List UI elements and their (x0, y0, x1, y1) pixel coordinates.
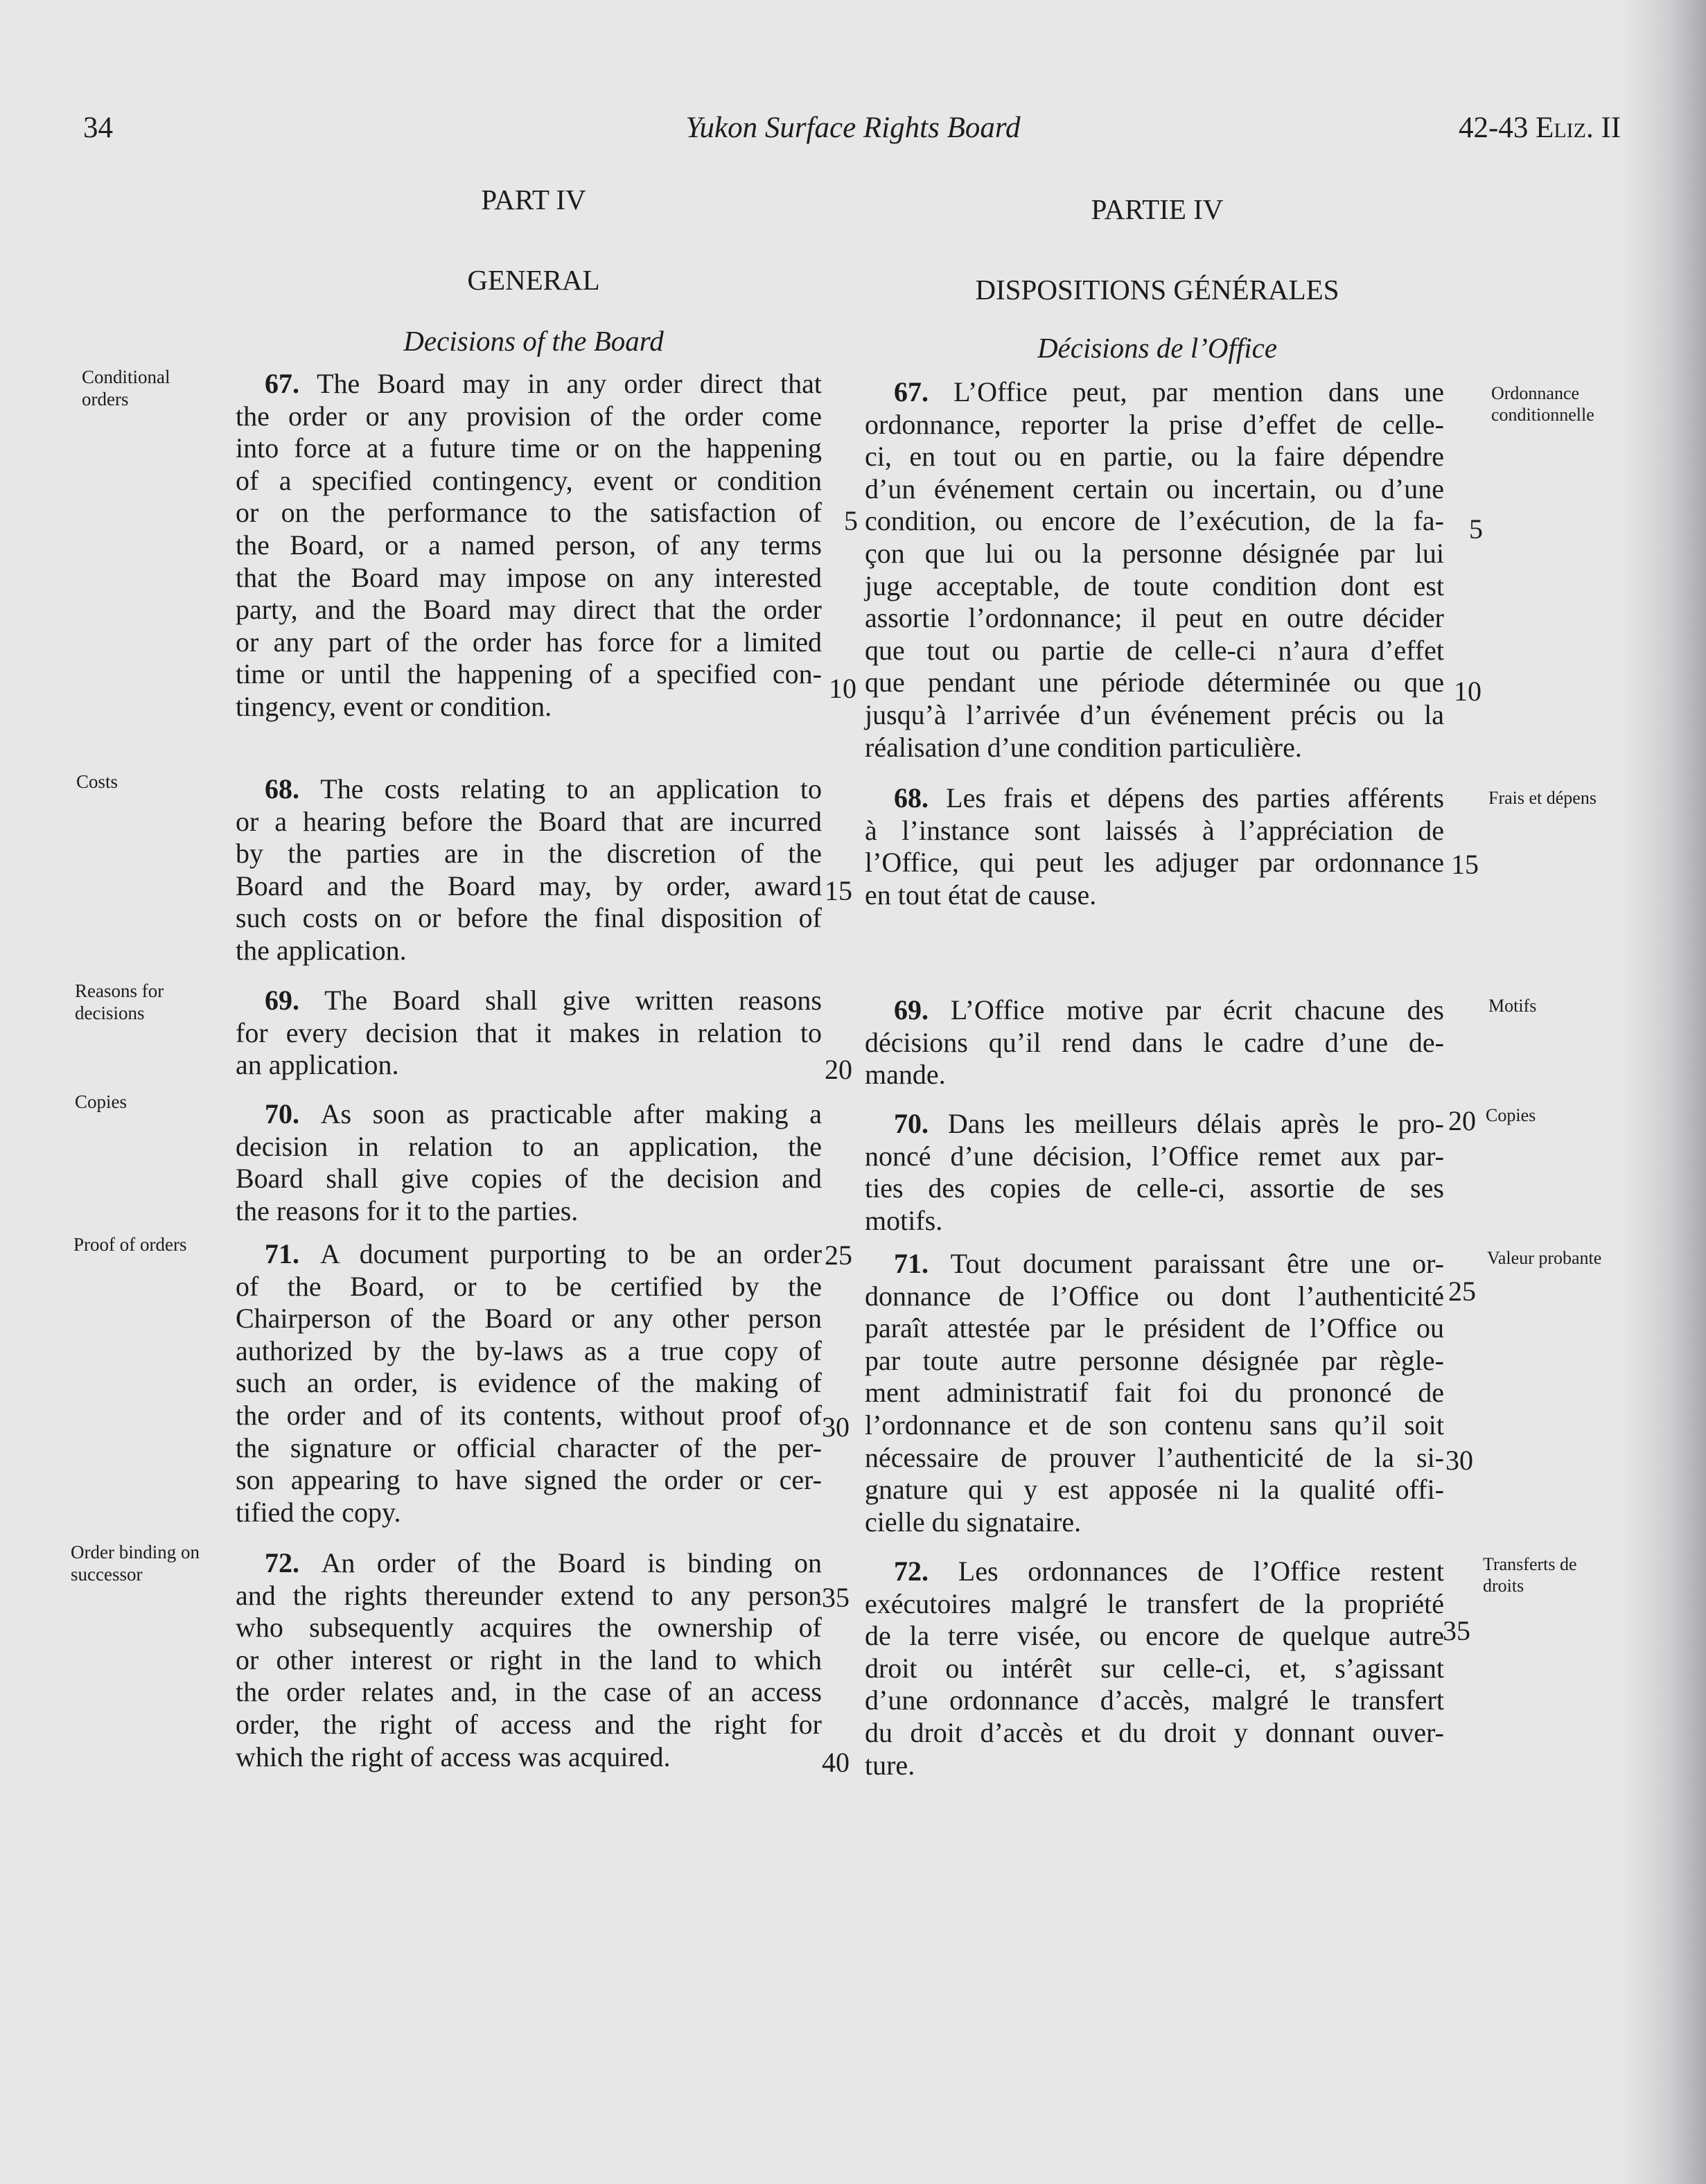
fr-section-number: 68. (894, 782, 947, 813)
en-section-67-line: or any part of the order has force for a limited (236, 626, 822, 658)
en-marginal-note: Order binding on successor (71, 1542, 200, 1585)
fr-marginal-note: Motifs (1488, 996, 1537, 1016)
right-line-number: 30 (1445, 1445, 1473, 1476)
center-line-number: 5 (844, 505, 858, 536)
fr-section-67-line: que tout ou partie de celle-ci n’aura d’effet (865, 634, 1444, 666)
fr-section-68-line: à l’instance sont laissés à l’appréciation de (865, 814, 1444, 846)
fr-section-72-line: exécutoires malgré le transfert de la propriété (865, 1587, 1444, 1619)
en-section-number: 69. (265, 985, 325, 1016)
en-section-67-line: tingency, event or condition. (236, 691, 552, 722)
fr-section-67-line: assortie l’ordonnance; il peut en outre décider (865, 602, 1444, 634)
en-section-67-line: the Board, or a named person, of any terms (236, 529, 822, 561)
en-marginal-note: Proof of orders (73, 1234, 187, 1255)
en-section-71-line: the signature or official character of the per- (236, 1432, 822, 1463)
fr-section-number: 67. (894, 376, 954, 407)
fr-section-number: 71. (894, 1248, 951, 1279)
right-line-number: 10 (1454, 676, 1481, 707)
en-section-68-line: such costs on or before the final disposition of (236, 902, 822, 934)
fr-section-72-line: droit ou intérêt sur celle-ci, et, s’agissant (865, 1652, 1444, 1684)
fr-section-67-line: réalisation d’une condition particulière. (865, 731, 1302, 763)
en-section-67-line: 67. The Board may in any order direct that (265, 368, 823, 399)
fr-section-67-line: d’un événement certain ou incertain, ou d’une (865, 473, 1444, 504)
en-subheading: Decisions of the Board (403, 325, 664, 357)
fr-section-67-line: juge acceptable, de toute condition dont est (865, 570, 1444, 601)
en-section-number: 71. (265, 1238, 320, 1269)
en-marginal-note: Conditional orders (82, 367, 170, 410)
center-line-number: 35 (822, 1582, 850, 1613)
fr-section-70-line: noncé d’une décision, l’Office remet aux par- (865, 1140, 1444, 1172)
en-section-67-line: of a specified contingency, event or condition (236, 464, 822, 496)
fr-section-72-line: 72. Les ordonnances de l’Office restent (894, 1556, 1445, 1587)
fr-section-72-line: du droit d’accès et du droit y donnant ouver- (865, 1717, 1444, 1748)
en-section-71-line: of the Board, or to be certified by the (236, 1270, 822, 1302)
en-section-70-line: Board shall give copies of the decision and (236, 1163, 822, 1195)
en-section-72-line: who subsequently acquires the ownership of (236, 1612, 822, 1644)
fr-marginal-note: Valeur probante (1487, 1248, 1602, 1268)
fr-section-67-line: 67. L’Office peut, par mention dans une (894, 376, 1444, 407)
fr-section-71-line: l’ordonnance et de son contenu sans qu’il soit (865, 1409, 1444, 1441)
fr-section-71-line: paraît attestée par le président de l’Office ou (865, 1312, 1444, 1344)
en-section-68-line: Board and the Board may, by order, award (236, 870, 822, 901)
en-marginal-note: Costs (76, 771, 118, 792)
en-marginal-note: Reasons for decisions (75, 980, 164, 1023)
fr-marginal-note: Frais et dépens (1488, 788, 1597, 808)
fr-section-number: 70. (894, 1108, 948, 1139)
fr-section-67-line: ci, en tout ou en partie, ou la faire dépendre (865, 441, 1444, 473)
right-line-number: 15 (1451, 849, 1479, 880)
en-section-68-line: or a hearing before the Board that are incurred (236, 805, 822, 837)
fr-section-71-line: ment administratif fait foi du prononcé de (865, 1377, 1444, 1409)
right-line-number: 35 (1443, 1615, 1470, 1646)
fr-marginal-note: Copies (1486, 1105, 1536, 1125)
center-line-number: 15 (825, 875, 852, 906)
page-number: 34 (83, 112, 113, 144)
en-section-69-line: 69. The Board shall give written reasons (265, 985, 822, 1016)
center-line-number: 20 (825, 1054, 852, 1085)
fr-section-68-line: en tout état de cause. (865, 879, 1097, 910)
en-section-72-line: or other interest or right in the land to which (236, 1644, 822, 1675)
en-section-68-line: by the parties are in the discretion of the (236, 838, 822, 870)
fr-section-71-line: donnance de l’Office ou dont l’authenticité (865, 1280, 1444, 1312)
center-line-number: 10 (829, 673, 856, 704)
fr-section-68-line: 68. Les frais et dépens des parties afférents (894, 782, 1445, 813)
en-section-67-line: party, and the Board may direct that the order (236, 594, 822, 626)
fr-section-number: 69. (894, 994, 951, 1025)
en-section-69-line: an application. (236, 1049, 399, 1081)
center-line-number: 30 (822, 1411, 850, 1443)
en-section-71-line: 71. A document purporting to be an order (265, 1238, 823, 1269)
en-section-number: 70. (265, 1098, 321, 1129)
fr-heading: DISPOSITIONS GÉNÉRALES (975, 274, 1339, 306)
fr-section-69-line: 69. L’Office motive par écrit chacune des (894, 994, 1444, 1025)
en-section-70-line: the reasons for it to the parties. (236, 1195, 579, 1226)
fr-section-68-line: l’Office, qui peut les adjuger par ordonnance (865, 847, 1444, 879)
en-section-72-line: the order relates and, in the case of an access (236, 1676, 822, 1708)
fr-section-72-line: ture. (865, 1749, 915, 1781)
fr-section-72-line: de la terre visée, ou encore de quelque autre (865, 1620, 1444, 1652)
en-section-71-line: such an order, is evidence of the making of (236, 1367, 822, 1399)
fr-section-71-line: par toute autre personne désignée par règle- (865, 1344, 1444, 1376)
en-section-number: 67. (265, 368, 317, 399)
right-line-number: 20 (1448, 1105, 1476, 1136)
en-marginal-note: Copies (75, 1091, 127, 1112)
en-section-68-line: 68. The costs relating to an application to (265, 773, 822, 804)
en-section-71-line: authorized by the by-laws as a true copy of (236, 1335, 822, 1366)
en-section-72-line: order, the right of access and the right for (236, 1709, 822, 1740)
fr-section-69-line: mande. (865, 1059, 946, 1091)
fr-subheading: Décisions de l’Office (1037, 332, 1278, 364)
en-section-number: 72. (265, 1547, 322, 1578)
fr-section-71-line: nécessaire de prouver l’authenticité de la si- (865, 1441, 1444, 1473)
en-section-72-line: which the right of access was acquired. (236, 1741, 671, 1772)
en-section-68-line: the application. (236, 935, 407, 966)
fr-section-70-line: motifs. (865, 1204, 943, 1236)
center-line-number: 40 (822, 1747, 850, 1778)
fr-section-67-line: ordonnance, reporter la prise d’effet de celle- (865, 408, 1444, 440)
en-section-67-line: into force at a future time or on the happening (236, 432, 822, 464)
fr-section-67-line: jusqu’à l’arrivée d’un événement précis ou la (865, 699, 1444, 730)
en-section-71-line: son appearing to have signed the order or cer- (236, 1464, 822, 1496)
center-line-number: 25 (825, 1240, 852, 1271)
en-section-71-line: the order and of its contents, without proof of (236, 1400, 822, 1431)
fr-marginal-note: Ordonnance conditionnelle (1491, 383, 1594, 425)
fr-section-67-line: condition, ou encore de l’exécution, de la fa- (865, 505, 1444, 537)
fr-section-72-line: d’une ordonnance d’accès, malgré le transfert (865, 1684, 1444, 1716)
fr-section-71-line: 71. Tout document paraissant être une or- (894, 1248, 1444, 1279)
fr-section-67-line: que pendant une période déterminée ou que (865, 667, 1444, 698)
en-section-72-line: and the rights thereunder extend to any person (236, 1579, 822, 1611)
fr-section-71-line: cielle du signataire. (865, 1506, 1082, 1538)
en-section-67-line: or on the performance to the satisfaction of (236, 497, 822, 529)
en-section-67-line: that the Board may impose on any interested (236, 561, 822, 593)
en-section-69-line: for every decision that it makes in relation to (236, 1016, 822, 1048)
en-section-71-line: Chairperson of the Board or any other person (236, 1303, 822, 1335)
fr-marginal-note: Transferts de droits (1483, 1554, 1577, 1596)
fr-section-69-line: décisions qu’il rend dans le cadre d’une de- (865, 1026, 1444, 1058)
fr-section-70-line: ties des copies de celle-ci, assortie de ses (865, 1172, 1444, 1204)
running-title: Yukon Surface Rights Board (685, 112, 1021, 144)
en-section-70-line: decision in relation to an application, the (236, 1130, 822, 1162)
right-line-number: 5 (1469, 513, 1483, 545)
fr-section-number: 72. (894, 1556, 958, 1587)
volume-label: 42-43 Eliz. II (1459, 112, 1621, 144)
en-section-72-line: 72. An order of the Board is binding on (265, 1547, 822, 1578)
fr-section-67-line: çon que lui ou la personne désignée par lui (865, 538, 1444, 569)
en-part-title: PART IV (481, 184, 586, 215)
en-heading: GENERAL (467, 264, 600, 296)
en-section-70-line: 70. As soon as practicable after making a (265, 1098, 823, 1129)
fr-section-71-line: gnature qui y est apposée ni la qualité offi- (865, 1474, 1444, 1506)
fr-section-70-line: 70. Dans les meilleurs délais après le pro- (894, 1108, 1444, 1139)
right-line-number: 25 (1448, 1276, 1476, 1307)
en-section-number: 68. (265, 773, 321, 804)
fr-part-title: PARTIE IV (1091, 193, 1224, 225)
en-section-67-line: the order or any provision of the order come (236, 400, 822, 432)
page-edge-shadow (1623, 0, 1706, 2184)
en-section-67-line: time or until the happening of a specified con- (236, 658, 822, 690)
en-section-71-line: tified the copy. (236, 1496, 401, 1528)
